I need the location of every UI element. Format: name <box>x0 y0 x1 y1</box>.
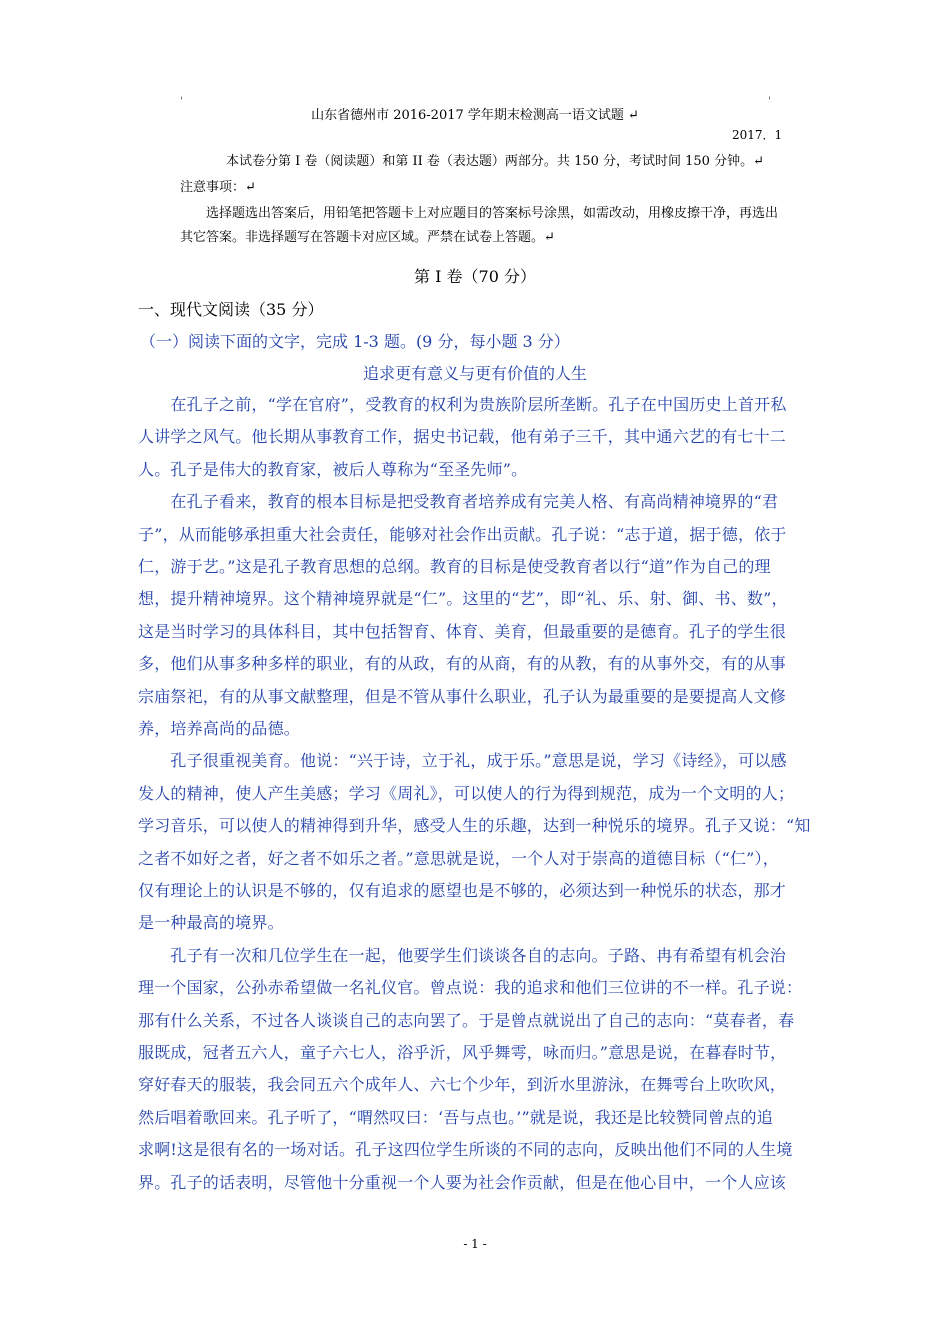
article-title: 追求更有意义与更有价值的人生 <box>362 364 587 383</box>
body-line: 宗庙祭祀，有的从事文献整理，但是不管从事什么职业，孔子认为最重要的是要提高人文修 <box>138 686 787 706</box>
body-line: 子”，从而能够承担重大社会责任，能够对社会作出贡献。孔子说：“志于道，据于德，依于 <box>138 524 787 544</box>
exam-title: 山东省德州市 2016-2017 学年期末检测高一语文试题 ↵ <box>311 108 639 123</box>
question-instruction: （一）阅读下面的文字，完成 1-3 题。(9 分，每小题 3 分） <box>140 332 570 351</box>
body-line: 孔子很重视美育。他说：“兴于诗，立于礼，成于乐。”意思是说，学习《诗经》，可以感 <box>138 751 787 771</box>
body-line: 在孔子之前，“学在官府”，受教育的权利为贵族阶层所垄断。孔子在中国历史上首开私 <box>138 395 787 414</box>
section-title: 第 I 卷（70 分） <box>414 267 536 286</box>
body-line: 服既成，冠者五六人，童子六七人，浴乎沂，风乎舞雩，咏而归。”意思是说，在暮春时节， <box>138 1043 787 1062</box>
corner-mark-right: ' <box>768 96 771 107</box>
body-line: 发人的精神，使人产生美感；学习《周礼》，可以使人的行为得到规范，成为一个文明的人； <box>138 783 795 803</box>
body-line: 想，提升精神境界。这个精神境界就是“仁”。这里的“艺”，即“礼、乐、射、御、书、数”， <box>138 589 788 609</box>
exam-date: 2017．1 <box>732 128 783 142</box>
body-line: 养，培养高尚的品德。 <box>138 719 301 738</box>
body-line: 界。孔子的话表明，尽管他十分重视一个人要为社会作贡献，但是在他心目中，一个人应该 <box>138 1172 787 1192</box>
body-line: 那有什么关系，不过各人谈谈自己的志向罢了。于是曾点就说出了自己的志向：“莫春者，春 <box>138 1010 795 1030</box>
notice-line: 选择题选出答案后，用铅笔把答题卡上对应题目的答案标号涂黑，如需改动，用橡皮擦干净，再选出 <box>206 206 779 221</box>
body-line: 穿好春天的服装，我会同五六个成年人、六七个少年，到沂水里游泳，在舞雩台上吹吹风， <box>138 1075 787 1095</box>
body-line: 这是当时学习的具体科目，其中包括智育、体育、美育，但最重要的是德育。孔子的学生很 <box>138 621 787 641</box>
exam-intro: 本试卷分第 I 卷（阅读题）和第 II 卷（表达题）两部分。共 150 分，考试时间 150 分钟。↵ <box>226 154 764 169</box>
body-line: 人。孔子是伟大的教育家，被后人尊称为“至圣先师”。 <box>138 459 528 479</box>
body-line: 人讲学之风气。他长期从事教育工作，据史书记载，他有弟子三千，其中通六艺的有七十二 <box>138 427 787 447</box>
body-line: 仅有理论上的认识是不够的，仅有追求的愿望也是不够的，必须达到一种悦乐的状态，那才 <box>138 881 787 900</box>
body-line: 之者不如好之者，好之者不如乐之者。”意思就是说，一个人对于崇高的道德目标（“仁”）， <box>138 848 779 868</box>
corner-mark-left: ' <box>180 96 183 107</box>
body-line: 然后唱着歌回来。孔子听了，“喟然叹曰：‘吾与点也。’”就是说，我还是比较赞同曾点的追 <box>138 1107 773 1127</box>
body-line: 在孔子看来，教育的根本目标是把受教育者培养成有完美人格、有高尚精神境界的“君 <box>138 492 779 512</box>
notice-line: 其它答案。非选择题写在答题卡对应区域。严禁在试卷上答题。↵ <box>180 230 555 245</box>
part-heading: 一、现代文阅读（35 分） <box>138 300 324 319</box>
body-line: 理一个国家，公孙赤希望做一名礼仪官。曾点说：我的追求和他们三位讲的不一样。孔子说： <box>138 978 803 998</box>
body-line: 求啊!这是很有名的一场对话。孔子这四位学生所谈的不同的志向，反映出他们不同的人生境 <box>138 1140 793 1160</box>
page-number: - 1 - <box>463 1237 487 1251</box>
body-line: 仁，游于艺。”这是孔子教育思想的总纲。教育的目标是使受教育者以行“道”作为自己的理 <box>138 557 771 576</box>
body-line: 学习音乐，可以使人的精神得到升华，感受人生的乐趣，达到一种悦乐的境界。孔子又说：“知 <box>138 816 811 836</box>
body-line: 是一种最高的境界。 <box>138 913 284 933</box>
body-line: 孔子有一次和几位学生在一起，他要学生们谈谈各自的志向。子路、冉有希望有机会治 <box>138 945 787 965</box>
body-line: 多，他们从事多种多样的职业，有的从政，有的从商，有的从教，有的从事外交，有的从事 <box>138 654 787 674</box>
notice-heading: 注意事项：↵ <box>180 180 256 195</box>
